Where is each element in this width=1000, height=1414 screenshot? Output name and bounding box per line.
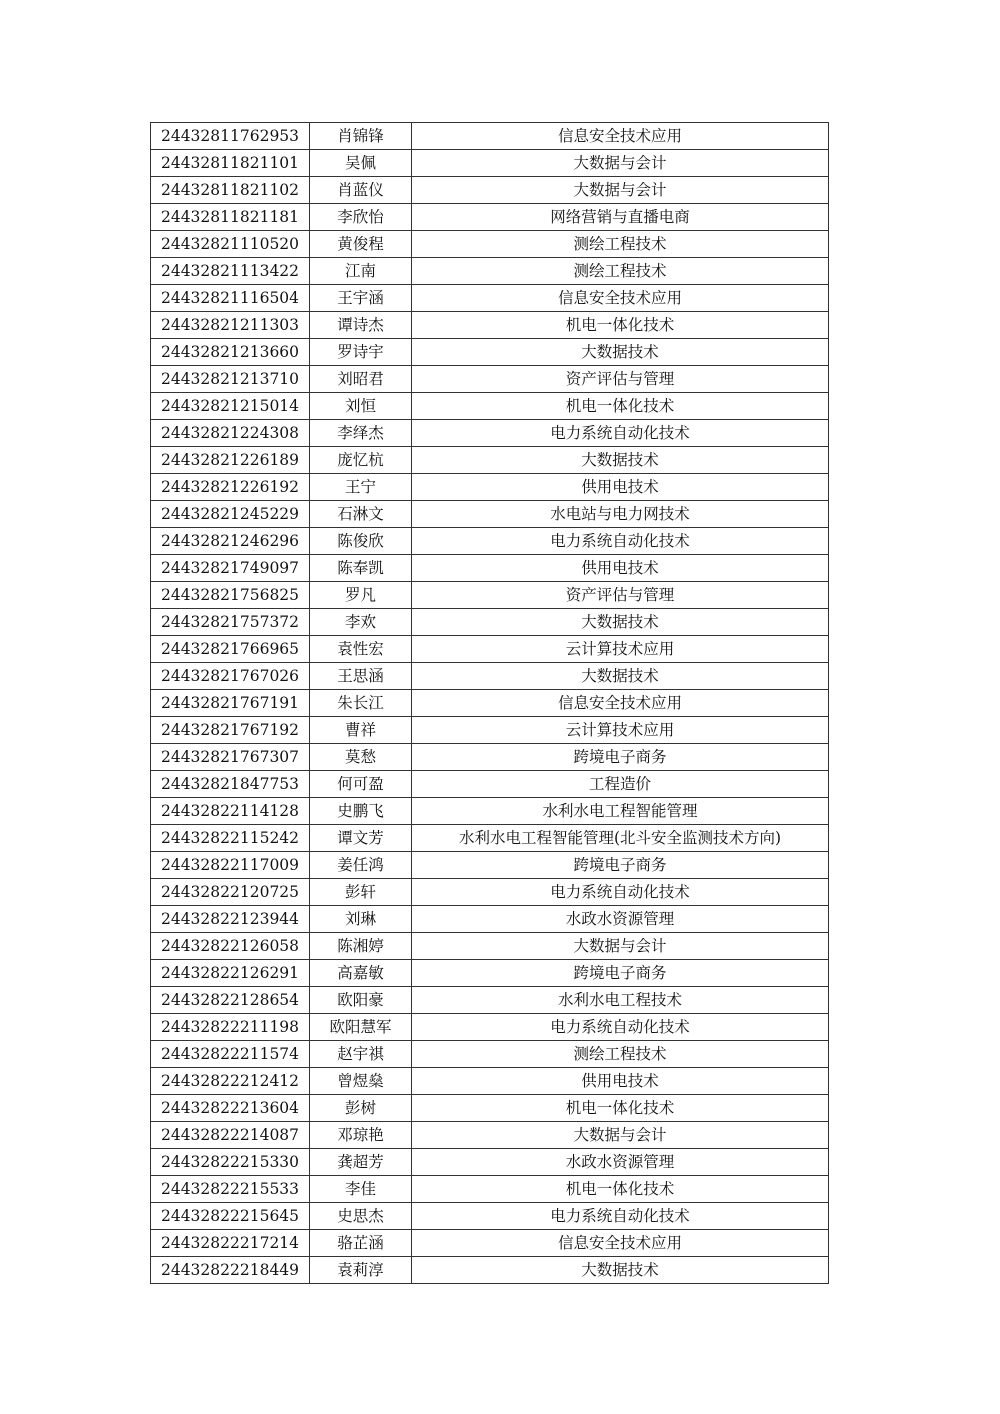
student-id-cell: 24432821226189 bbox=[151, 447, 310, 474]
student-id-cell: 24432822215330 bbox=[151, 1149, 310, 1176]
table-row bbox=[151, 690, 829, 717]
table-row bbox=[151, 258, 829, 285]
table-row bbox=[151, 393, 829, 420]
table-row bbox=[151, 609, 829, 636]
table-row bbox=[151, 987, 829, 1014]
student-name-cell: 曹祥 bbox=[310, 717, 412, 744]
table-row bbox=[151, 1095, 829, 1122]
major-cell: 大数据技术 bbox=[412, 1257, 829, 1284]
table-row bbox=[151, 447, 829, 474]
student-name-cell: 罗诗宇 bbox=[310, 339, 412, 366]
student-id-cell: 24432822211574 bbox=[151, 1041, 310, 1068]
table-row bbox=[151, 1203, 829, 1230]
student-name-cell: 李欣怡 bbox=[310, 204, 412, 231]
major-cell: 大数据技术 bbox=[412, 339, 829, 366]
student-id-cell: 24432821767191 bbox=[151, 690, 310, 717]
student-name-cell: 龚超芳 bbox=[310, 1149, 412, 1176]
table-row bbox=[151, 123, 829, 150]
major-cell: 云计算技术应用 bbox=[412, 717, 829, 744]
major-cell: 水政水资源管理 bbox=[412, 906, 829, 933]
table-row bbox=[151, 150, 829, 177]
student-roster-table bbox=[150, 122, 829, 1284]
student-id-cell: 24432821767192 bbox=[151, 717, 310, 744]
student-name-cell: 袁性宏 bbox=[310, 636, 412, 663]
student-name-cell: 谭文芳 bbox=[310, 825, 412, 852]
student-id-cell: 24432821847753 bbox=[151, 771, 310, 798]
table-row bbox=[151, 879, 829, 906]
student-id-cell: 24432821756825 bbox=[151, 582, 310, 609]
table-row bbox=[151, 906, 829, 933]
table-row bbox=[151, 1176, 829, 1203]
student-id-cell: 24432821749097 bbox=[151, 555, 310, 582]
student-id-cell: 24432821766965 bbox=[151, 636, 310, 663]
student-id-cell: 24432821215014 bbox=[151, 393, 310, 420]
table-row bbox=[151, 960, 829, 987]
table-row bbox=[151, 177, 829, 204]
major-cell: 大数据技术 bbox=[412, 447, 829, 474]
major-cell: 大数据技术 bbox=[412, 663, 829, 690]
student-id-cell: 24432821245229 bbox=[151, 501, 310, 528]
major-cell: 电力系统自动化技术 bbox=[412, 528, 829, 555]
student-id-cell: 24432821110520 bbox=[151, 231, 310, 258]
student-id-cell: 24432821211303 bbox=[151, 312, 310, 339]
student-name-cell: 莫愁 bbox=[310, 744, 412, 771]
student-name-cell: 庞忆杭 bbox=[310, 447, 412, 474]
student-name-cell: 李佳 bbox=[310, 1176, 412, 1203]
major-cell: 信息安全技术应用 bbox=[412, 123, 829, 150]
table-row bbox=[151, 582, 829, 609]
student-id-cell: 24432822218449 bbox=[151, 1257, 310, 1284]
major-cell: 跨境电子商务 bbox=[412, 960, 829, 987]
student-id-cell: 24432811762953 bbox=[151, 123, 310, 150]
table-row bbox=[151, 1149, 829, 1176]
student-name-cell: 肖锦锋 bbox=[310, 123, 412, 150]
student-name-cell: 肖蓝仪 bbox=[310, 177, 412, 204]
student-name-cell: 王宁 bbox=[310, 474, 412, 501]
student-id-cell: 24432822114128 bbox=[151, 798, 310, 825]
major-cell: 跨境电子商务 bbox=[412, 852, 829, 879]
table-row bbox=[151, 501, 829, 528]
major-cell: 云计算技术应用 bbox=[412, 636, 829, 663]
student-id-cell: 24432821213660 bbox=[151, 339, 310, 366]
major-cell: 供用电技术 bbox=[412, 1068, 829, 1095]
major-cell: 水利水电工程智能管理 bbox=[412, 798, 829, 825]
student-id-cell: 24432822217214 bbox=[151, 1230, 310, 1257]
table-row bbox=[151, 933, 829, 960]
student-name-cell: 邓琼艳 bbox=[310, 1122, 412, 1149]
table-row bbox=[151, 1257, 829, 1284]
major-cell: 机电一体化技术 bbox=[412, 1176, 829, 1203]
student-id-cell: 24432821767307 bbox=[151, 744, 310, 771]
table-row bbox=[151, 798, 829, 825]
table-row bbox=[151, 528, 829, 555]
student-name-cell: 朱长江 bbox=[310, 690, 412, 717]
table-row bbox=[151, 1014, 829, 1041]
table-row bbox=[151, 852, 829, 879]
student-id-cell: 24432822126058 bbox=[151, 933, 310, 960]
major-cell: 电力系统自动化技术 bbox=[412, 1014, 829, 1041]
major-cell: 资产评估与管理 bbox=[412, 366, 829, 393]
student-id-cell: 24432822126291 bbox=[151, 960, 310, 987]
table-row bbox=[151, 1122, 829, 1149]
table-row bbox=[151, 366, 829, 393]
major-cell: 机电一体化技术 bbox=[412, 393, 829, 420]
major-cell: 测绘工程技术 bbox=[412, 1041, 829, 1068]
table-row bbox=[151, 474, 829, 501]
table-row bbox=[151, 555, 829, 582]
student-id-cell: 24432822215645 bbox=[151, 1203, 310, 1230]
student-id-cell: 24432821113422 bbox=[151, 258, 310, 285]
student-name-cell: 姜任鸿 bbox=[310, 852, 412, 879]
major-cell: 网络营销与直播电商 bbox=[412, 204, 829, 231]
student-name-cell: 石淋文 bbox=[310, 501, 412, 528]
table-row bbox=[151, 312, 829, 339]
student-id-cell: 24432821116504 bbox=[151, 285, 310, 312]
student-name-cell: 刘昭君 bbox=[310, 366, 412, 393]
table-row bbox=[151, 744, 829, 771]
student-name-cell: 彭树 bbox=[310, 1095, 412, 1122]
table-row bbox=[151, 636, 829, 663]
major-cell: 大数据与会计 bbox=[412, 177, 829, 204]
student-id-cell: 24432822123944 bbox=[151, 906, 310, 933]
major-cell: 供用电技术 bbox=[412, 474, 829, 501]
student-id-cell: 24432822115242 bbox=[151, 825, 310, 852]
student-id-cell: 24432811821181 bbox=[151, 204, 310, 231]
table-row bbox=[151, 204, 829, 231]
student-name-cell: 史鹏飞 bbox=[310, 798, 412, 825]
student-id-cell: 24432822120725 bbox=[151, 879, 310, 906]
major-cell: 工程造价 bbox=[412, 771, 829, 798]
table-row bbox=[151, 231, 829, 258]
student-id-cell: 24432821213710 bbox=[151, 366, 310, 393]
student-name-cell: 刘琳 bbox=[310, 906, 412, 933]
student-id-cell: 24432821224308 bbox=[151, 420, 310, 447]
student-id-cell: 24432822211198 bbox=[151, 1014, 310, 1041]
student-name-cell: 吴佩 bbox=[310, 150, 412, 177]
table-row bbox=[151, 420, 829, 447]
major-cell: 信息安全技术应用 bbox=[412, 690, 829, 717]
student-name-cell: 欧阳慧军 bbox=[310, 1014, 412, 1041]
table-row bbox=[151, 771, 829, 798]
major-cell: 水利水电工程智能管理(北斗安全监测技术方向) bbox=[412, 825, 829, 852]
student-name-cell: 李欢 bbox=[310, 609, 412, 636]
student-name-cell: 王宇涵 bbox=[310, 285, 412, 312]
major-cell: 电力系统自动化技术 bbox=[412, 420, 829, 447]
table-row bbox=[151, 825, 829, 852]
major-cell: 信息安全技术应用 bbox=[412, 1230, 829, 1257]
student-id-cell: 24432821767026 bbox=[151, 663, 310, 690]
student-name-cell: 欧阳豪 bbox=[310, 987, 412, 1014]
major-cell: 机电一体化技术 bbox=[412, 312, 829, 339]
table-row bbox=[151, 1068, 829, 1095]
student-name-cell: 谭诗杰 bbox=[310, 312, 412, 339]
student-id-cell: 24432822212412 bbox=[151, 1068, 310, 1095]
major-cell: 水电站与电力网技术 bbox=[412, 501, 829, 528]
student-name-cell: 陈俊欣 bbox=[310, 528, 412, 555]
major-cell: 资产评估与管理 bbox=[412, 582, 829, 609]
major-cell: 大数据与会计 bbox=[412, 150, 829, 177]
student-name-cell: 刘恒 bbox=[310, 393, 412, 420]
roster-body bbox=[151, 123, 829, 1284]
major-cell: 机电一体化技术 bbox=[412, 1095, 829, 1122]
student-name-cell: 袁莉淳 bbox=[310, 1257, 412, 1284]
student-name-cell: 陈奉凯 bbox=[310, 555, 412, 582]
major-cell: 跨境电子商务 bbox=[412, 744, 829, 771]
student-id-cell: 24432822215533 bbox=[151, 1176, 310, 1203]
student-name-cell: 王思涵 bbox=[310, 663, 412, 690]
major-cell: 测绘工程技术 bbox=[412, 258, 829, 285]
student-name-cell: 史思杰 bbox=[310, 1203, 412, 1230]
student-name-cell: 彭轩 bbox=[310, 879, 412, 906]
table-row bbox=[151, 285, 829, 312]
major-cell: 大数据技术 bbox=[412, 609, 829, 636]
student-id-cell: 24432821757372 bbox=[151, 609, 310, 636]
student-id-cell: 24432821246296 bbox=[151, 528, 310, 555]
major-cell: 信息安全技术应用 bbox=[412, 285, 829, 312]
student-id-cell: 24432811821101 bbox=[151, 150, 310, 177]
major-cell: 水利水电工程技术 bbox=[412, 987, 829, 1014]
student-name-cell: 曾煜燊 bbox=[310, 1068, 412, 1095]
student-name-cell: 李绎杰 bbox=[310, 420, 412, 447]
major-cell: 测绘工程技术 bbox=[412, 231, 829, 258]
table-row bbox=[151, 663, 829, 690]
major-cell: 大数据与会计 bbox=[412, 1122, 829, 1149]
student-name-cell: 何可盈 bbox=[310, 771, 412, 798]
student-name-cell: 江南 bbox=[310, 258, 412, 285]
major-cell: 供用电技术 bbox=[412, 555, 829, 582]
student-id-cell: 24432822128654 bbox=[151, 987, 310, 1014]
student-name-cell: 骆芷涵 bbox=[310, 1230, 412, 1257]
student-id-cell: 24432822117009 bbox=[151, 852, 310, 879]
major-cell: 电力系统自动化技术 bbox=[412, 1203, 829, 1230]
student-name-cell: 陈湘婷 bbox=[310, 933, 412, 960]
student-name-cell: 罗凡 bbox=[310, 582, 412, 609]
student-id-cell: 24432811821102 bbox=[151, 177, 310, 204]
table-row bbox=[151, 1230, 829, 1257]
student-name-cell: 高嘉敏 bbox=[310, 960, 412, 987]
table-row bbox=[151, 717, 829, 744]
student-id-cell: 24432822214087 bbox=[151, 1122, 310, 1149]
student-name-cell: 赵宇祺 bbox=[310, 1041, 412, 1068]
major-cell: 电力系统自动化技术 bbox=[412, 879, 829, 906]
major-cell: 大数据与会计 bbox=[412, 933, 829, 960]
table-row bbox=[151, 339, 829, 366]
major-cell: 水政水资源管理 bbox=[412, 1149, 829, 1176]
student-name-cell: 黄俊程 bbox=[310, 231, 412, 258]
student-id-cell: 24432822213604 bbox=[151, 1095, 310, 1122]
student-id-cell: 24432821226192 bbox=[151, 474, 310, 501]
table-row bbox=[151, 1041, 829, 1068]
